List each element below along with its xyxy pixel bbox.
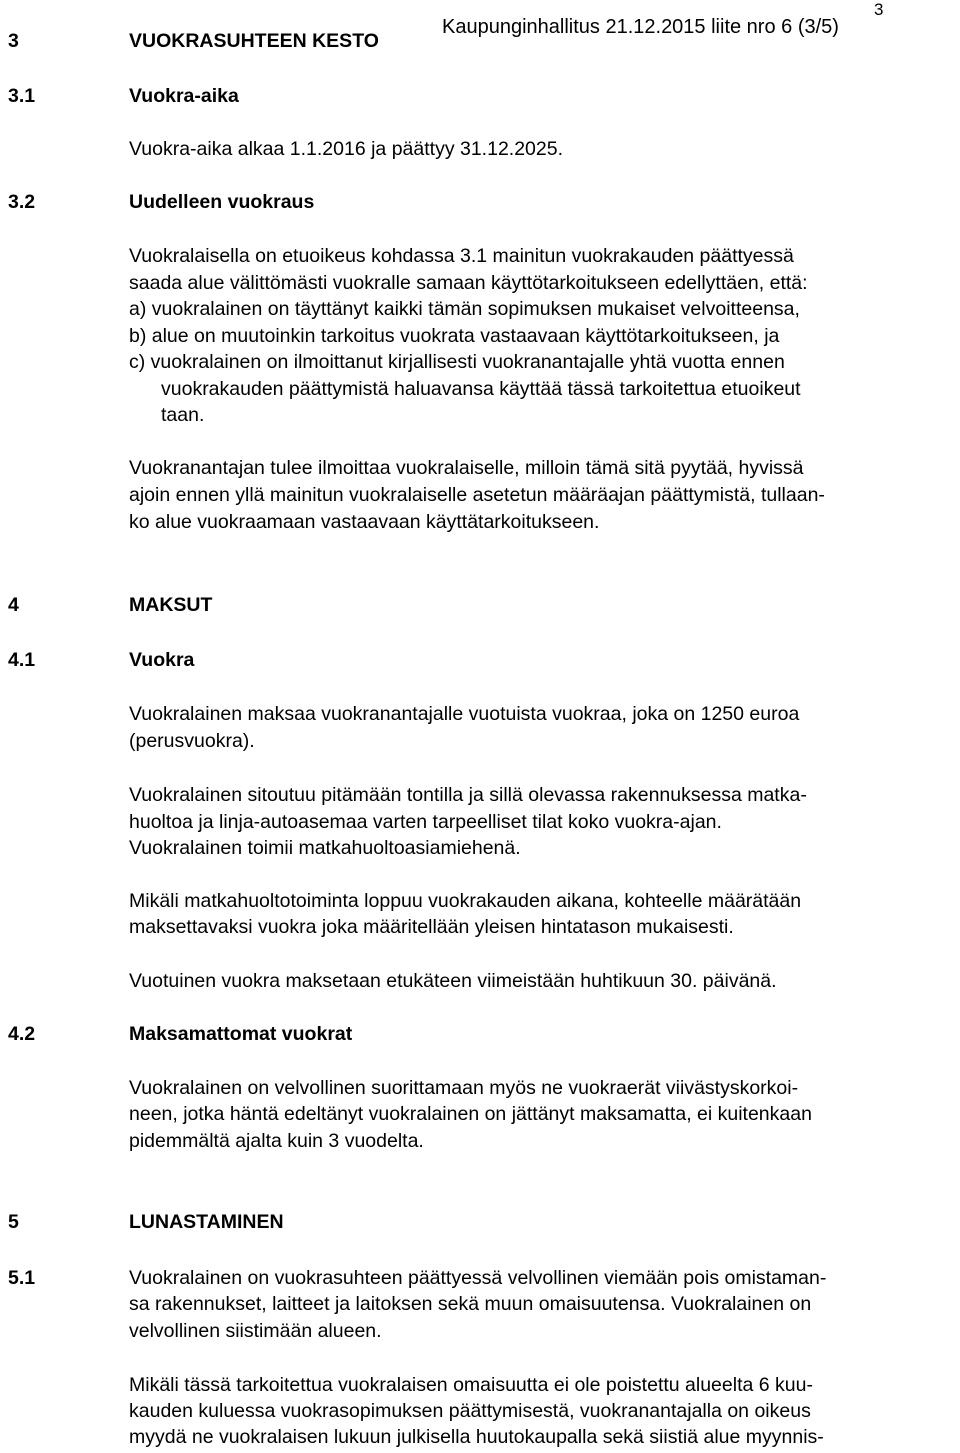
subsection-number: 4.1	[8, 649, 36, 671]
body-line: Mikäli tässä tarkoitettua vuokralaisen omaisuutta ei ole poistettu alueelta 6 kuu-	[129, 1374, 813, 1396]
list-item: c) vuokralainen on ilmoittanut kirjallisesti vuokranantajalle yhtä vuotta ennen	[129, 351, 785, 373]
body-line: ajoin ennen yllä mainitun vuokralaiselle asetetun määräajan päättymistä, tullaan-	[129, 484, 825, 506]
section-number: 4	[8, 594, 19, 616]
subsection-number: 5.1	[8, 1267, 36, 1289]
list-item-continuation: vuokrakauden päättymistä haluavansa käyttää tässä tarkoitettua etuoikeut	[161, 378, 801, 400]
subsection-heading: Maksamattomat vuokrat	[129, 1023, 353, 1045]
list-item: b) alue on muutoinkin tarkoitus vuokrata vastaavaan käyttötarkoitukseen, ja	[129, 325, 780, 347]
body-line: myydä ne vuokralaisen lukuun julkisella huutokaupalla sekä siistiä alue myynnis-	[129, 1426, 824, 1448]
body-line: huoltoa ja linja-autoasemaa varten tarpeelliset tilat koko vuokra-ajan.	[129, 811, 722, 833]
body-line: saada alue välittömästi vuokralle samaan käyttötarkoitukseen edellyttäen, että:	[129, 272, 808, 294]
body-line: sa rakennukset, laitteet ja laitoksen sekä muun omaisuutensa. Vuokralainen on	[129, 1293, 812, 1315]
body-line: (perusvuokra).	[129, 730, 255, 752]
section-heading: MAKSUT	[129, 594, 213, 616]
section-number: 3	[8, 30, 19, 52]
subsection-heading: Vuokra-aika	[129, 85, 239, 107]
body-line: Vuokra-aika alkaa 1.1.2016 ja päättyy 31.12.2025.	[129, 138, 563, 160]
body-line: velvollinen siistimään alueen.	[129, 1320, 382, 1342]
section-heading: VUOKRASUHTEEN KESTO	[129, 30, 379, 52]
body-line: ko alue vuokraamaan vastaavaan käyttätarkoitukseen.	[129, 511, 600, 533]
section-heading: LUNASTAMINEN	[129, 1211, 284, 1233]
document-meta: Kaupunginhallitus 21.12.2015 liite nro 6 (3/5)	[442, 16, 839, 38]
body-line: kauden kuluessa vuokrasopimuksen päättymisestä, vuokranantajalla on oikeus	[129, 1400, 811, 1422]
list-item: a) vuokralainen on täyttänyt kaikki tämän sopimuksen mukaiset velvoitteensa,	[129, 298, 800, 320]
body-line: Vuokralainen sitoutuu pitämään tontilla ja sillä olevassa rakennuksessa matka-	[129, 784, 807, 806]
subsection-number: 3.1	[8, 85, 36, 107]
list-item-continuation: taan.	[161, 404, 205, 426]
body-line: Vuokralainen toimii matkahuoltoasiamiehenä.	[129, 837, 521, 859]
body-line: neen, jotka häntä edeltänyt vuokralainen on jättänyt maksamatta, ei kuitenkaan	[129, 1103, 812, 1125]
subsection-number: 4.2	[8, 1023, 36, 1045]
body-line: Vuokralainen on vuokrasuhteen päättyessä velvollinen viemään pois omistaman-	[129, 1267, 827, 1289]
body-line: Vuokralainen maksaa vuokranantajalle vuotuista vuokraa, joka on 1250 euroa	[129, 703, 800, 725]
body-line: Vuotuinen vuokra maksetaan etukäteen viimeistään huhtikuun 30. päivänä.	[129, 970, 777, 992]
body-line: Mikäli matkahuoltotoiminta loppuu vuokrakauden aikana, kohteelle määrätään	[129, 890, 802, 912]
body-line: Vuokralaisella on etuoikeus kohdassa 3.1 mainitun vuokrakauden päättyessä	[129, 245, 794, 267]
body-line: pidemmältä ajalta kuin 3 vuodelta.	[129, 1130, 424, 1152]
subsection-heading: Vuokra	[129, 649, 195, 671]
subsection-heading: Uudelleen vuokraus	[129, 191, 315, 213]
section-number: 5	[8, 1211, 19, 1233]
body-line: Vuokralainen on velvollinen suorittamaan myös ne vuokraerät viivästyskorkoi-	[129, 1077, 799, 1099]
body-line: maksettavaksi vuokra joka määritellään yleisen hintatason mukaisesti.	[129, 916, 734, 938]
body-line: Vuokranantajan tulee ilmoittaa vuokralaiselle, milloin tämä sitä pyytää, hyvissä	[129, 457, 804, 479]
subsection-number: 3.2	[8, 191, 36, 213]
page-number: 3	[874, 0, 884, 19]
